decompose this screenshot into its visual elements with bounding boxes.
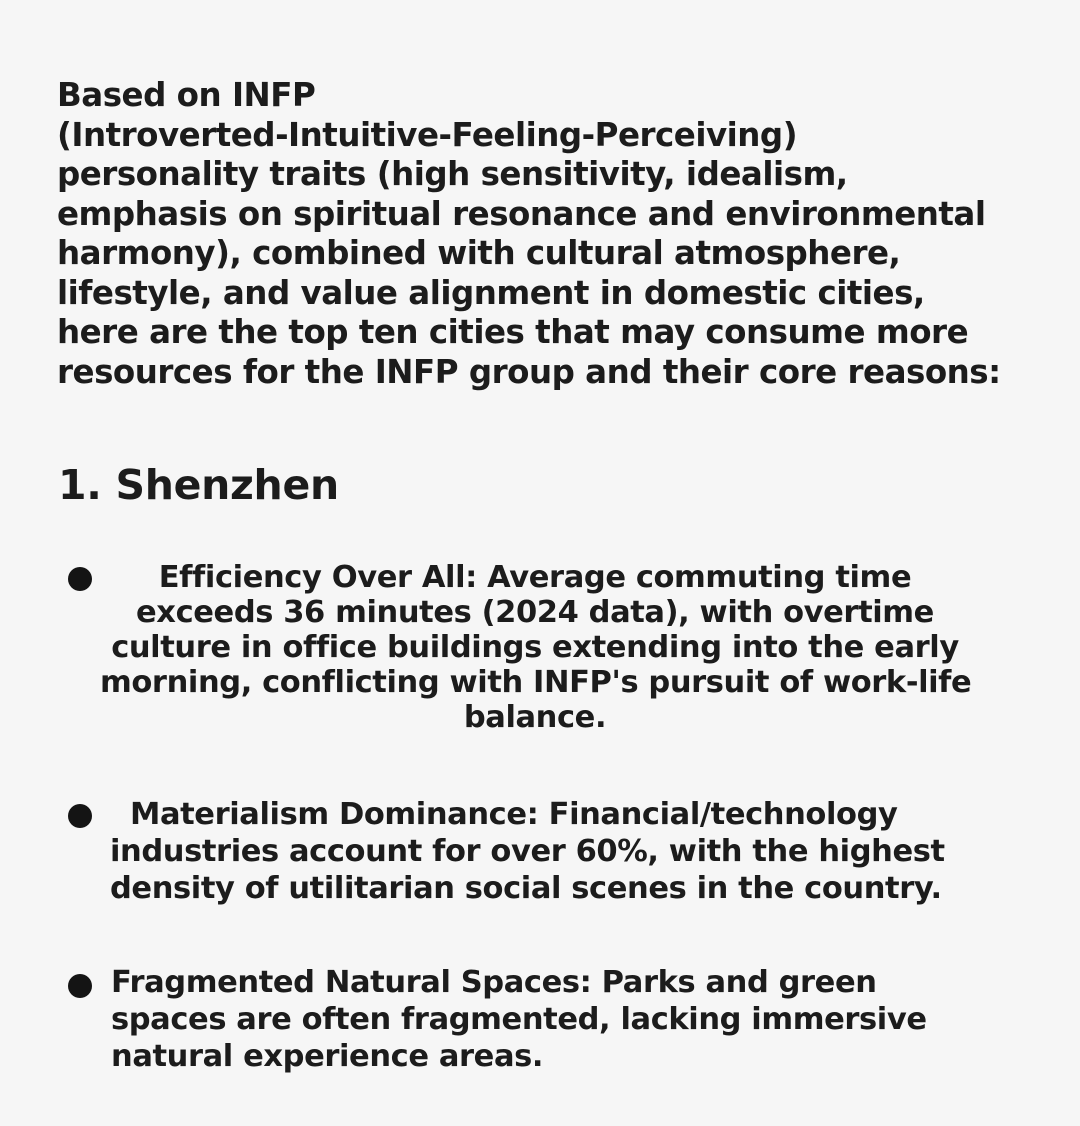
bullet-line: Materialism Dominance: Financial/technology [130, 797, 898, 832]
bullet-text [111, 964, 1011, 1075]
bullet-line: culture in office buildings extending into the early [111, 630, 959, 665]
bullet-text [100, 560, 970, 735]
intro-line: here are the top ten cities that may consume more [57, 313, 969, 351]
intro-line: (Introverted-Intuitive-Feeling-Perceiving) [57, 115, 798, 154]
bullet-text [110, 796, 1010, 907]
bullet-line: Efficiency Over All: Average commuting time [158, 560, 912, 595]
intro-paragraph [57, 76, 1047, 392]
intro-line: Based on INFP [57, 76, 316, 114]
bullet-line: spaces are often fragmented, lacking immersive [111, 1002, 927, 1037]
intro-line: emphasis on spiritual resonance and environmental [57, 194, 986, 233]
bullet-line: Fragmented Natural Spaces: Parks and green [111, 965, 877, 1000]
bullet-line: density of utilitarian social scenes in the country. [110, 871, 942, 906]
bullet-dot-icon [68, 974, 92, 998]
bullet-dot-icon [68, 567, 92, 591]
section-heading: 1. Shenzhen [58, 461, 339, 509]
bullet-line: balance. [463, 700, 607, 735]
bullet-line: morning, conflicting with INFP's pursuit of work-life [100, 665, 972, 700]
intro-line: lifestyle, and value alignment in domestic cities, [57, 273, 925, 312]
bullet-dot-icon [68, 804, 92, 828]
intro-line: personality traits (high sensitivity, idealism, [57, 155, 848, 193]
bullet-line: natural experience areas. [111, 1039, 544, 1074]
bullet-line: exceeds 36 minutes (2024 data), with overtime [136, 595, 934, 630]
bullet-line: industries account for over 60%, with the highest [110, 834, 945, 869]
intro-line: resources for the INFP group and their core reasons: [57, 352, 1001, 391]
intro-line: harmony), combined with cultural atmosphere, [57, 234, 901, 272]
